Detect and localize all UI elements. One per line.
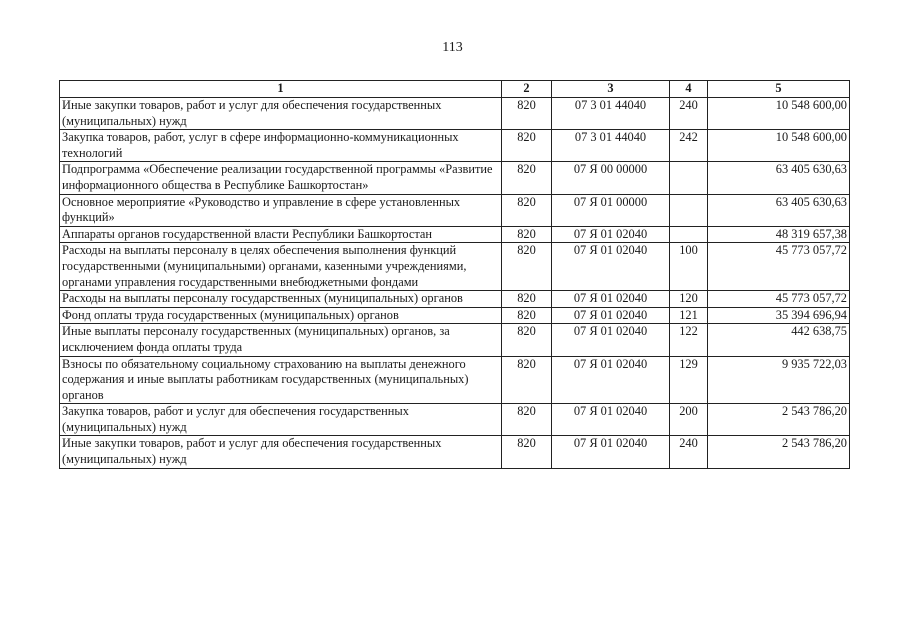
row-expense-type-cell: 122 [670,324,708,356]
row-target-article-cell: 07 3 01 44040 [552,130,670,162]
row-expense-type-cell [670,162,708,194]
row-amount-cell: 45 773 057,72 [708,243,850,291]
table-row [60,243,850,291]
row-target-article-cell: 07 Я 01 02040 [552,226,670,243]
row-ministry-cell: 820 [502,162,552,194]
row-amount-cell: 442 638,75 [708,324,850,356]
row-expense-type-cell [670,194,708,226]
page-number: 113 [442,40,463,55]
header-col-2: 2 [502,81,552,98]
row-amount-cell: 48 319 657,38 [708,226,850,243]
row-target-article-cell: 07 Я 01 02040 [552,436,670,468]
row-name-cell: Расходы на выплаты персоналу в целях обеспечения выполнения функций государственными (муниципальными) органами, казенными учреждениями, органами управления государственными внебюджетными фондами [60,243,502,291]
row-name-cell: Расходы на выплаты персоналу государственных (муниципальных) органов [60,291,502,308]
table-row [60,162,850,194]
row-target-article-cell: 07 Я 01 02040 [552,243,670,291]
row-expense-type-cell: 120 [670,291,708,308]
header-col-5: 5 [708,81,850,98]
table-row [60,404,850,436]
row-expense-type-cell: 129 [670,356,708,404]
table-body [60,98,850,469]
row-expense-type-cell: 200 [670,404,708,436]
table-row [60,98,850,130]
header-col-4: 4 [670,81,708,98]
row-amount-cell: 2 543 786,20 [708,404,850,436]
row-ministry-cell: 820 [502,291,552,308]
table-row [60,436,850,468]
row-name-cell: Основное мероприятие «Руководство и управление в сфере установленных функций» [60,194,502,226]
row-target-article-cell: 07 Я 01 00000 [552,194,670,226]
row-expense-type-cell: 240 [670,98,708,130]
row-expense-type-cell: 242 [670,130,708,162]
table-row [60,307,850,324]
table-row [60,194,850,226]
row-name-cell: Иные закупки товаров, работ и услуг для обеспечения государственных (муниципальных) нужд [60,98,502,130]
table-row [60,291,850,308]
row-ministry-cell: 820 [502,404,552,436]
row-ministry-cell: 820 [502,243,552,291]
row-ministry-cell: 820 [502,130,552,162]
row-target-article-cell: 07 Я 01 02040 [552,324,670,356]
row-target-article-cell: 07 Я 01 02040 [552,291,670,308]
header-col-3: 3 [552,81,670,98]
table-row [60,324,850,356]
row-name-cell: Взносы по обязательному социальному страхованию на выплаты денежного содержания и иные выплаты работникам государственных (муниципальных) органов [60,356,502,404]
row-amount-cell: 63 405 630,63 [708,194,850,226]
row-expense-type-cell: 100 [670,243,708,291]
row-target-article-cell: 07 Я 01 02040 [552,307,670,324]
row-ministry-cell: 820 [502,98,552,130]
row-amount-cell: 45 773 057,72 [708,291,850,308]
row-name-cell: Иные выплаты персоналу государственных (муниципальных) органов, за исключением фонда оплаты труда [60,324,502,356]
row-name-cell: Закупка товаров, работ, услуг в сфере информационно-коммуникационных технологий [60,130,502,162]
row-name-cell: Подпрограмма «Обеспечение реализации государственной программы «Развитие информационного общества в Республике Башкортостан» [60,162,502,194]
row-ministry-cell: 820 [502,436,552,468]
row-target-article-cell: 07 Я 01 02040 [552,356,670,404]
row-target-article-cell: 07 Я 00 00000 [552,162,670,194]
row-amount-cell: 9 935 722,03 [708,356,850,404]
table-row [60,356,850,404]
row-name-cell: Аппараты органов государственной власти Республики Башкортостан [60,226,502,243]
table-header-row [60,81,850,98]
table-row [60,226,850,243]
row-ministry-cell: 820 [502,307,552,324]
row-name-cell: Закупка товаров, работ и услуг для обеспечения государственных (муниципальных) нужд [60,404,502,436]
row-target-article-cell: 07 3 01 44040 [552,98,670,130]
row-amount-cell: 10 548 600,00 [708,98,850,130]
row-expense-type-cell: 240 [670,436,708,468]
row-amount-cell: 2 543 786,20 [708,436,850,468]
row-ministry-cell: 820 [502,356,552,404]
row-ministry-cell: 820 [502,324,552,356]
row-ministry-cell: 820 [502,194,552,226]
row-amount-cell: 63 405 630,63 [708,162,850,194]
row-ministry-cell: 820 [502,226,552,243]
row-name-cell: Фонд оплаты труда государственных (муниципальных) органов [60,307,502,324]
table-row [60,130,850,162]
row-expense-type-cell: 121 [670,307,708,324]
row-amount-cell: 10 548 600,00 [708,130,850,162]
budget-table [59,80,850,469]
row-expense-type-cell [670,226,708,243]
row-amount-cell: 35 394 696,94 [708,307,850,324]
row-name-cell: Иные закупки товаров, работ и услуг для обеспечения государственных (муниципальных) нужд [60,436,502,468]
header-col-1: 1 [60,81,502,98]
row-target-article-cell: 07 Я 01 02040 [552,404,670,436]
